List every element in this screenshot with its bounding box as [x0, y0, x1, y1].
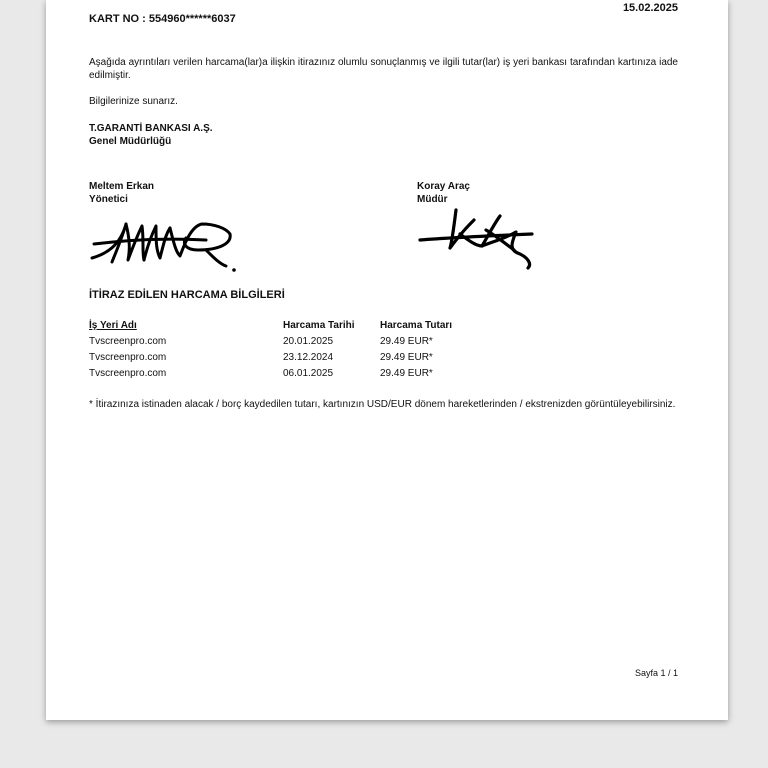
table-cell-date: 23.12.2024: [283, 352, 334, 363]
bank-block: [89, 122, 213, 148]
page-number: Sayfa 1 / 1: [634, 668, 678, 678]
table-cell-date: 06.01.2025: [283, 368, 334, 379]
signatory-1-name: Meltem Erkan: [89, 181, 155, 192]
table-cell-merchant: Tvscreenpro.com: [89, 336, 167, 347]
footnote: * İtirazınıza istinaden alacak / borç kaydedilen tutarı, kartınızın USD/EUR dönem hareketlerinden / ekstrenizden görüntüleyebilirsiniz.: [89, 399, 676, 410]
table-cell-date: 20.01.2025: [283, 336, 334, 347]
signatory-2: [417, 180, 470, 206]
signatory-2-title: Müdür: [417, 194, 448, 205]
info-line: Bilgilerinize sunarız.: [89, 96, 178, 107]
table-cell-amount: 29.49 EUR*: [380, 368, 433, 379]
document-date: 15.02.2025: [622, 2, 678, 14]
signatory-1: [89, 180, 154, 206]
table-cell-merchant: Tvscreenpro.com: [89, 368, 167, 379]
bank-department: Genel Müdürlüğü: [89, 136, 172, 147]
bank-name: T.GARANTİ BANKASI A.Ş.: [89, 123, 213, 134]
column-header-amount: Harcama Tutarı: [380, 320, 453, 331]
table-cell-amount: 29.49 EUR*: [380, 336, 433, 347]
signatory-2-name: Koray Araç: [417, 181, 470, 192]
card-number: KART NO : 554960******6037: [89, 13, 236, 25]
signature-2-image: [416, 206, 536, 272]
signatory-1-title: Yönetici: [89, 194, 128, 205]
column-header-date: Harcama Tarihi: [283, 320, 355, 331]
table-cell-merchant: Tvscreenpro.com: [89, 352, 167, 363]
table-cell-amount: 29.49 EUR*: [380, 352, 433, 363]
section-title: İTİRAZ EDİLEN HARCAMA BİLGİLERİ: [89, 289, 285, 301]
body-paragraph: Aşağıda ayrıntıları verilen harcama(lar)a ilişkin itirazınız olumlu sonuçlanmış ve ilgili tutar(lar) iş yeri bankası tarafından kartınıza iade edilmiştir.: [89, 57, 678, 81]
signature-1-image: [86, 204, 236, 274]
column-header-merchant: İş Yeri Adı: [89, 320, 137, 331]
document-page: [46, 0, 728, 720]
